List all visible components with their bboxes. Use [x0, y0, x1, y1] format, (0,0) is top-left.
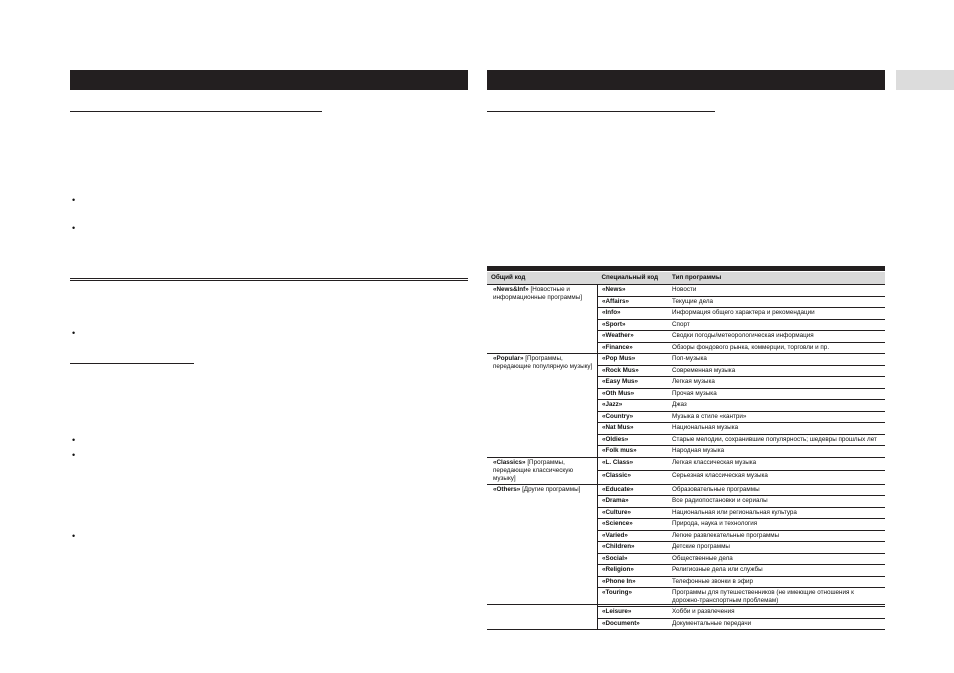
special-code-cell: «Affairs»: [598, 296, 669, 308]
program-type-cell: Легкая классическая музыка: [668, 457, 885, 471]
special-code-cell: «News»: [598, 285, 669, 297]
header-general-code: Общий код: [487, 272, 598, 285]
program-type-cell: Телефонные звонки в эфир: [668, 576, 885, 588]
special-code-cell: «Info»: [598, 308, 669, 320]
pty-genre-table: [487, 272, 885, 630]
program-type-cell: Сводки погоды/метеорологическая информация: [668, 331, 885, 343]
program-type-cell: Современная музыка: [668, 365, 885, 377]
program-type-cell: Документальные передачи: [668, 618, 885, 630]
general-code-cell: [487, 457, 598, 484]
special-code-cell: «Drama»: [598, 496, 669, 508]
program-type-cell: Природа, наука и технология: [668, 519, 885, 531]
special-code-cell: «Classic»: [598, 471, 669, 485]
bullet-3: •: [72, 328, 76, 338]
special-code-cell: «Weather»: [598, 331, 669, 343]
program-type-cell: Религиозные дела или службы: [668, 565, 885, 577]
left-section-header-bar: [70, 70, 468, 90]
right-section-header-bar: [487, 70, 885, 90]
special-code-cell: «Culture»: [598, 507, 669, 519]
program-type-cell: Общественные дела: [668, 553, 885, 565]
table-row: [487, 285, 885, 297]
special-code-cell: «Sport»: [598, 319, 669, 331]
program-type-cell: Национальная музыка: [668, 423, 885, 435]
general-code-desc: [Новостные и информационные программы]: [493, 286, 583, 301]
bullet-5: •: [72, 450, 76, 460]
special-code-cell: «Social»: [598, 553, 669, 565]
program-type-cell: Все радиопостановки и сериалы: [668, 496, 885, 508]
left-subheading-underline: [70, 111, 322, 112]
program-type-cell: Серьезная классическая музыка: [668, 471, 885, 485]
program-type-cell: Легкая музыка: [668, 377, 885, 389]
general-code-desc: [Программы, передающие популярную музыку]: [493, 355, 593, 370]
table-row: [487, 457, 885, 471]
table-top-rule: [487, 266, 885, 271]
special-code-cell: «Oldies»: [598, 434, 669, 446]
program-type-cell: Старые мелодии, сохранившие популярность; шедевры прошлых лет: [668, 434, 885, 446]
special-code-cell: «Easy Mus»: [598, 377, 669, 389]
special-code-cell: «Touring»: [598, 588, 669, 607]
special-code-cell: «Oth Mus»: [598, 388, 669, 400]
bullet-4: •: [72, 435, 76, 445]
program-type-cell: Новости: [668, 285, 885, 297]
program-type-cell: Легкие развлекательные программы: [668, 530, 885, 542]
special-code-cell: «Phone In»: [598, 576, 669, 588]
program-type-cell: Текущие дела: [668, 296, 885, 308]
program-type-cell: Джаз: [668, 400, 885, 412]
program-type-cell: Программы для путешественников (не имеющие отношения к дорожно-транспортным проблемам): [668, 588, 885, 607]
special-code-cell: «Country»: [598, 411, 669, 423]
general-code-desc: [Программы, передающие классическую музыку]: [493, 458, 574, 482]
bullet-6: •: [72, 531, 76, 541]
left-subheading-underline-2: [70, 363, 194, 364]
general-code-desc: [Другие программы]: [522, 485, 581, 493]
table-row: [487, 354, 885, 366]
general-code-cell: [487, 354, 598, 458]
special-code-cell: «Children»: [598, 542, 669, 554]
bullet-1: •: [72, 195, 76, 205]
page-edge-tab: [896, 70, 954, 90]
program-type-cell: Хобби и развлечения: [668, 607, 885, 619]
program-type-cell: Детские программы: [668, 542, 885, 554]
program-type-cell: Спорт: [668, 319, 885, 331]
special-code-cell: «Religion»: [598, 565, 669, 577]
program-type-cell: Образовательные программы: [668, 484, 885, 496]
general-code: «Classics»: [493, 458, 526, 466]
left-section-divider: [70, 278, 468, 281]
special-code-cell: «Pop Mus»: [598, 354, 669, 366]
program-type-cell: Национальная или региональная культура: [668, 507, 885, 519]
table-bottom-rule: [487, 604, 885, 605]
special-code-cell: «Jazz»: [598, 400, 669, 412]
special-code-cell: «Finance»: [598, 342, 669, 354]
header-special-code: Специальный код: [598, 272, 669, 285]
general-code: «Others»: [493, 485, 521, 493]
program-type-cell: Обзоры фондового рынка, коммерции, торговли и пр.: [668, 342, 885, 354]
program-type-cell: Поп-музыка: [668, 354, 885, 366]
special-code-cell: «Folk mus»: [598, 446, 669, 458]
special-code-cell: «Varied»: [598, 530, 669, 542]
general-code-cell: [487, 285, 598, 354]
general-code: «News&Inf»: [493, 286, 529, 293]
general-code-cell: [487, 484, 598, 630]
special-code-cell: «L. Class»: [598, 457, 669, 471]
special-code-cell: «Leisure»: [598, 607, 669, 619]
program-type-cell: Прочая музыка: [668, 388, 885, 400]
program-type-cell: Народная музыка: [668, 446, 885, 458]
special-code-cell: «Nat Mus»: [598, 423, 669, 435]
program-type-cell: Музыка в стиле «кантри»: [668, 411, 885, 423]
bullet-2: •: [72, 223, 76, 233]
special-code-cell: «Rock Mus»: [598, 365, 669, 377]
special-code-cell: «Educate»: [598, 484, 669, 496]
general-code: «Popular»: [493, 355, 524, 362]
header-program-type: Тип программы: [668, 272, 885, 285]
special-code-cell: «Science»: [598, 519, 669, 531]
special-code-cell: «Document»: [598, 618, 669, 630]
table-row: [487, 484, 885, 496]
program-type-cell: Информация общего характера и рекомендации: [668, 308, 885, 320]
right-subheading-underline: [487, 111, 715, 112]
